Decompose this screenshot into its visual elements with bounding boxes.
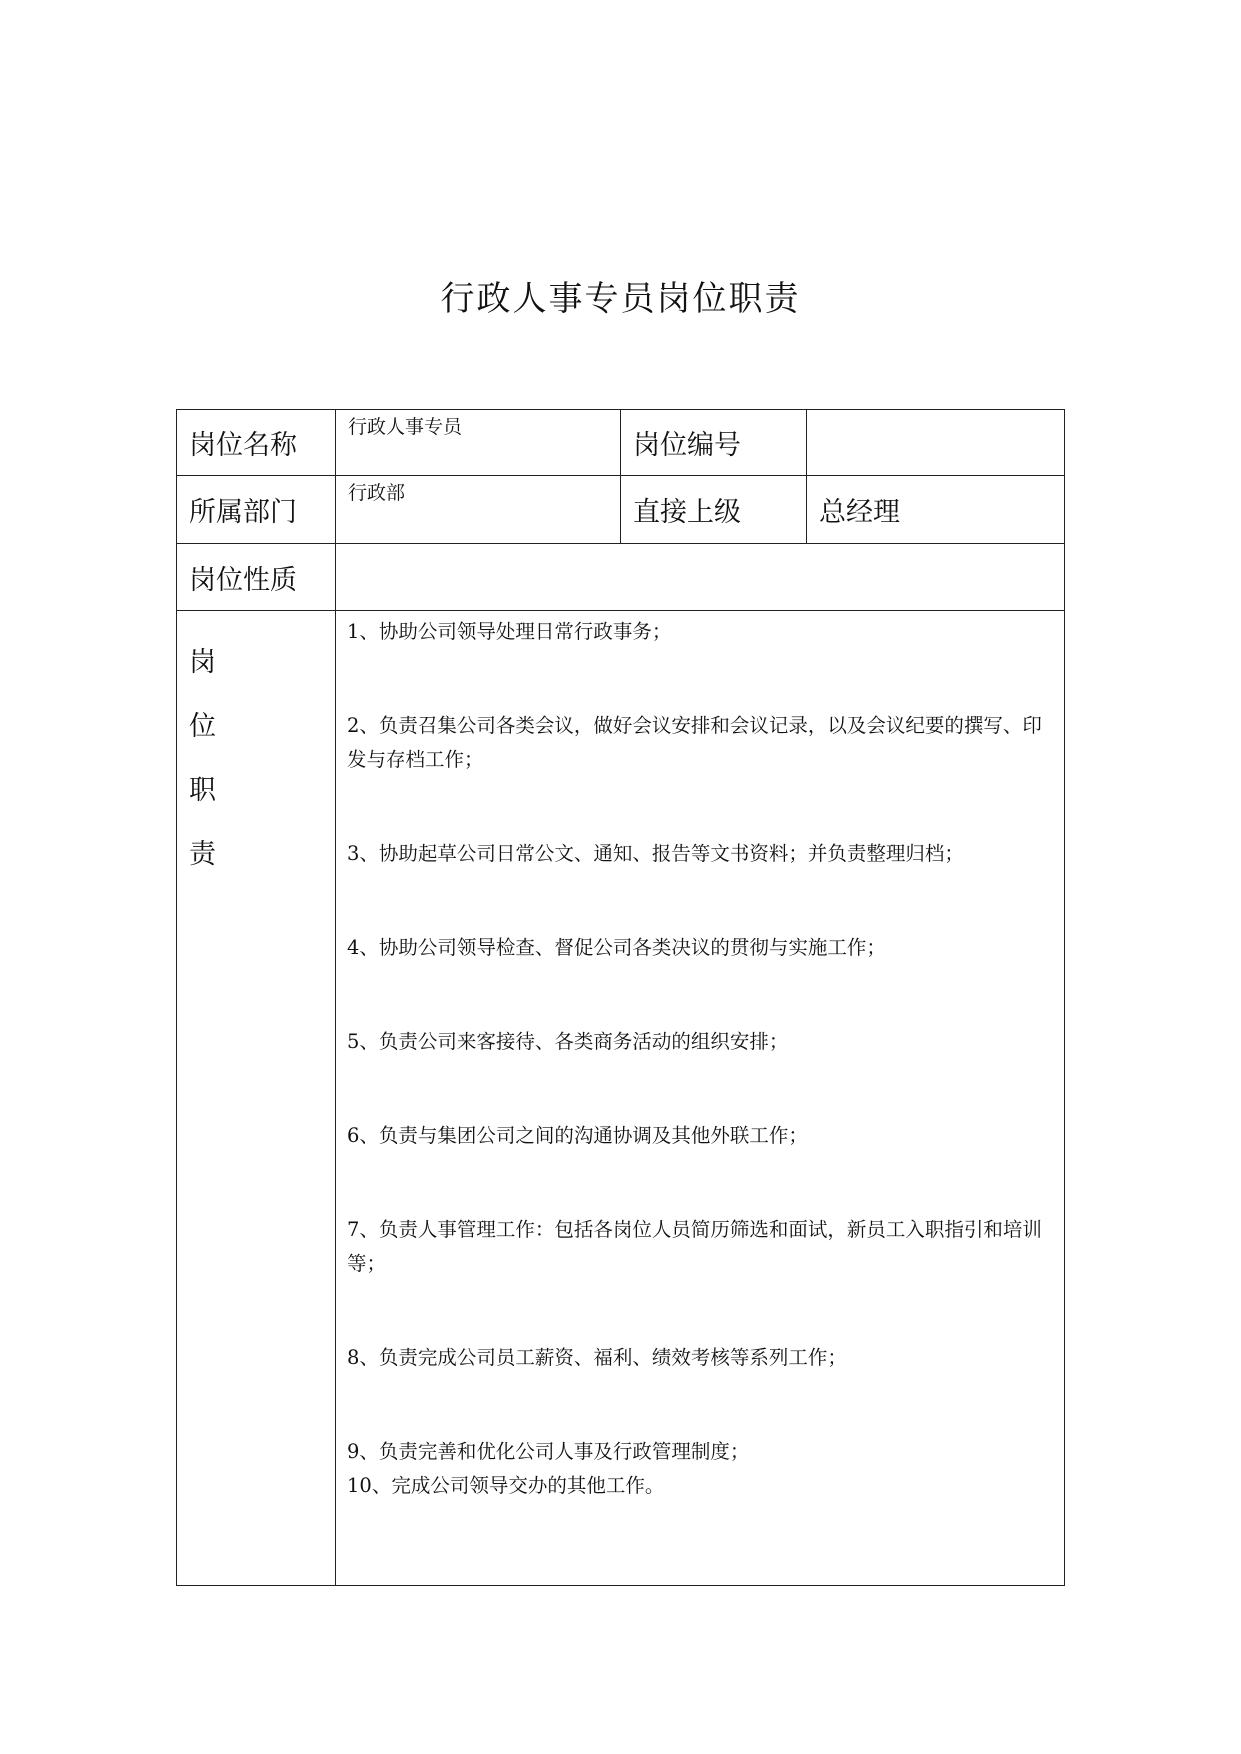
- duties-list: [336, 611, 1065, 1586]
- duty-item: 9、负责完善和优化公司人事及行政管理制度；: [347, 1440, 750, 1463]
- position-code-label: 岗位编号: [621, 410, 807, 476]
- supervisor-label: 直接上级: [621, 476, 807, 544]
- duty-item: 1、协助公司领导处理日常行政事务；: [347, 620, 672, 643]
- duties-label: [177, 611, 336, 1586]
- duty-item: 5、负责公司来客接待、各类商务活动的组织安排；: [347, 1030, 789, 1053]
- duties-label-char: 岗: [189, 647, 216, 678]
- table-row-position: [177, 410, 1065, 476]
- duties-label-char: 职: [189, 775, 216, 806]
- duty-item: 10、完成公司领导交办的其他工作。: [347, 1474, 665, 1497]
- table-row-department: [177, 476, 1065, 544]
- table-row-duties: [177, 611, 1065, 1586]
- position-name-label: 岗位名称: [177, 410, 336, 476]
- department-label: 所属部门: [177, 476, 336, 544]
- job-description-table: [176, 409, 1065, 1586]
- duty-item: 3、协助起草公司日常公文、通知、报告等文书资料；并负责整理归档；: [347, 842, 964, 865]
- duty-item: 6、负责与集团公司之间的沟通协调及其他外联工作；: [347, 1124, 808, 1147]
- position-nature-value: [336, 544, 1065, 611]
- duty-item: 2、负责召集公司各类会议，做好会议安排和会议记录，以及会议纪要的撰写、印发与存档工作；: [347, 714, 1042, 771]
- supervisor-value: 总经理: [807, 476, 1065, 544]
- duties-label-char: 责: [189, 839, 216, 870]
- duty-item: 7、负责人事管理工作：包括各岗位人员简历筛选和面试，新员工入职指引和培训等；: [347, 1218, 1042, 1275]
- page-title: 行政人事专员岗位职责: [440, 279, 801, 319]
- table-row-nature: [177, 544, 1065, 611]
- position-nature-label: 岗位性质: [177, 544, 336, 611]
- duty-item: 4、协助公司领导检查、督促公司各类决议的贯彻与实施工作；: [347, 936, 886, 959]
- department-value: 行政部: [336, 476, 621, 544]
- position-name-value: 行政人事专员: [336, 410, 621, 476]
- duties-label-char: 位: [189, 711, 216, 742]
- duty-item: 8、负责完成公司员工薪资、福利、绩效考核等系列工作；: [347, 1346, 847, 1369]
- position-code-value: [807, 410, 1065, 476]
